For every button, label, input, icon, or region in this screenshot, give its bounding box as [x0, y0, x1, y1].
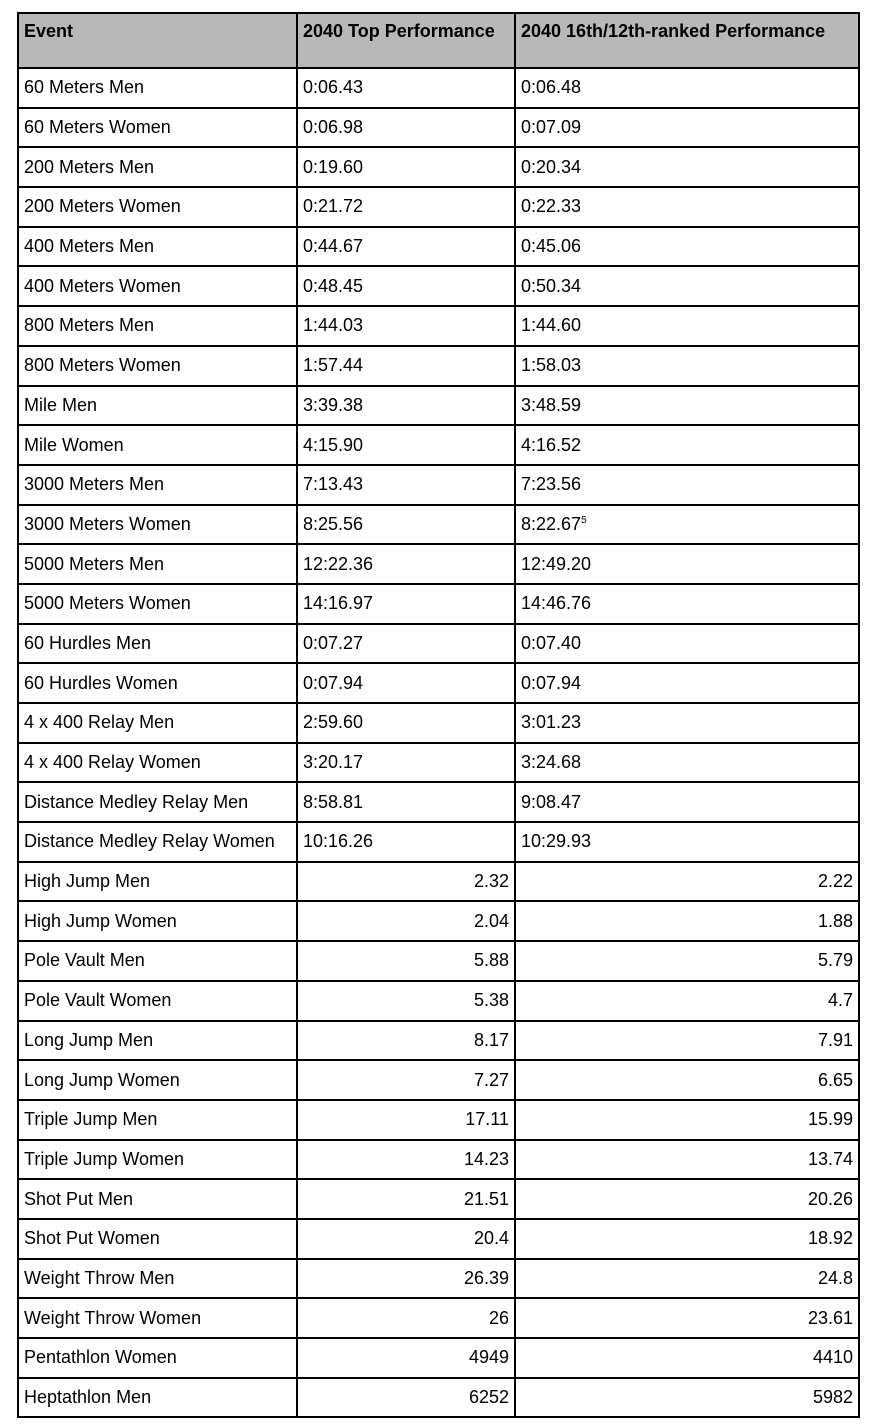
cell-ranked-performance: 1.88 — [515, 901, 859, 941]
cell-event: Pole Vault Women — [18, 981, 297, 1021]
cell-event: Distance Medley Relay Men — [18, 782, 297, 822]
cell-top-performance: 0:07.94 — [297, 663, 515, 703]
cell-event: Heptathlon Men — [18, 1378, 297, 1418]
cell-event: High Jump Men — [18, 862, 297, 902]
cell-ranked-performance: 13.74 — [515, 1140, 859, 1180]
cell-ranked-performance: 5.79 — [515, 941, 859, 981]
cell-top-performance: 8:58.81 — [297, 782, 515, 822]
table-row — [18, 743, 859, 783]
cell-event: 5000 Meters Women — [18, 584, 297, 624]
cell-event: 200 Meters Women — [18, 187, 297, 227]
cell-top-performance: 20.4 — [297, 1219, 515, 1259]
cell-event: High Jump Women — [18, 901, 297, 941]
table-row — [18, 1021, 859, 1061]
cell-ranked-performance — [515, 505, 859, 545]
table-row — [18, 663, 859, 703]
cell-top-performance: 0:07.27 — [297, 624, 515, 664]
cell-ranked-performance: 4410 — [515, 1338, 859, 1378]
cell-top-performance: 3:39.38 — [297, 386, 515, 426]
cell-event: Triple Jump Men — [18, 1100, 297, 1140]
table-row — [18, 1378, 859, 1418]
cell-top-performance: 4949 — [297, 1338, 515, 1378]
cell-ranked-performance: 0:06.48 — [515, 68, 859, 108]
cell-top-performance: 0:44.67 — [297, 227, 515, 267]
cell-ranked-performance: 3:24.68 — [515, 743, 859, 783]
cell-ranked-value: 8:22.67 — [521, 513, 582, 534]
cell-event: Pentathlon Women — [18, 1338, 297, 1378]
cell-event: Long Jump Women — [18, 1060, 297, 1100]
table-row — [18, 1100, 859, 1140]
table-row — [18, 1259, 859, 1299]
table-row — [18, 1140, 859, 1180]
cell-top-performance: 10:16.26 — [297, 822, 515, 862]
cell-ranked-performance: 9:08.47 — [515, 782, 859, 822]
table-row — [18, 306, 859, 346]
header-top-performance: 2040 Top Performance — [297, 13, 515, 68]
table-row — [18, 505, 859, 545]
cell-top-performance: 14:16.97 — [297, 584, 515, 624]
table-row — [18, 782, 859, 822]
cell-event: 5000 Meters Men — [18, 544, 297, 584]
cell-top-performance: 26 — [297, 1298, 515, 1338]
table-body — [18, 68, 859, 1417]
table-row — [18, 68, 859, 108]
performance-table — [17, 12, 860, 1418]
table-row — [18, 1179, 859, 1219]
cell-event: Mile Women — [18, 425, 297, 465]
table-row — [18, 941, 859, 981]
cell-ranked-performance: 0:20.34 — [515, 147, 859, 187]
table-row — [18, 266, 859, 306]
cell-event: Weight Throw Men — [18, 1259, 297, 1299]
cell-ranked-performance: 6.65 — [515, 1060, 859, 1100]
cell-event: Distance Medley Relay Women — [18, 822, 297, 862]
cell-ranked-performance: 1:44.60 — [515, 306, 859, 346]
cell-ranked-performance: 2.22 — [515, 862, 859, 902]
cell-top-performance: 2.32 — [297, 862, 515, 902]
cell-top-performance: 0:19.60 — [297, 147, 515, 187]
table-row — [18, 822, 859, 862]
cell-top-performance: 3:20.17 — [297, 743, 515, 783]
cell-top-performance: 14.23 — [297, 1140, 515, 1180]
cell-ranked-performance: 0:50.34 — [515, 266, 859, 306]
cell-top-performance: 1:57.44 — [297, 346, 515, 386]
cell-event: Triple Jump Women — [18, 1140, 297, 1180]
cell-ranked-performance: 15.99 — [515, 1100, 859, 1140]
cell-event: Shot Put Women — [18, 1219, 297, 1259]
cell-top-performance: 0:21.72 — [297, 187, 515, 227]
cell-event: 60 Hurdles Men — [18, 624, 297, 664]
table-row — [18, 624, 859, 664]
cell-event: 400 Meters Women — [18, 266, 297, 306]
cell-top-performance: 17.11 — [297, 1100, 515, 1140]
footnote-marker: 5 — [581, 514, 587, 526]
table-row — [18, 544, 859, 584]
table-row — [18, 1060, 859, 1100]
table-header — [18, 13, 859, 68]
cell-top-performance: 4:15.90 — [297, 425, 515, 465]
table-row — [18, 425, 859, 465]
cell-ranked-performance: 3:01.23 — [515, 703, 859, 743]
cell-event: Pole Vault Men — [18, 941, 297, 981]
header-ranked-performance: 2040 16th/12th-ranked Performance — [515, 13, 859, 68]
cell-top-performance: 1:44.03 — [297, 306, 515, 346]
cell-event: 60 Hurdles Women — [18, 663, 297, 703]
cell-event: Mile Men — [18, 386, 297, 426]
table-row — [18, 227, 859, 267]
cell-ranked-performance: 0:07.94 — [515, 663, 859, 703]
cell-ranked-performance: 0:45.06 — [515, 227, 859, 267]
cell-ranked-performance: 3:48.59 — [515, 386, 859, 426]
cell-top-performance: 8.17 — [297, 1021, 515, 1061]
cell-top-performance: 0:06.98 — [297, 108, 515, 148]
table-row — [18, 862, 859, 902]
cell-event: 4 x 400 Relay Women — [18, 743, 297, 783]
cell-ranked-performance: 7.91 — [515, 1021, 859, 1061]
cell-ranked-performance: 7:23.56 — [515, 465, 859, 505]
cell-event: Shot Put Men — [18, 1179, 297, 1219]
cell-ranked-performance: 24.8 — [515, 1259, 859, 1299]
table-row — [18, 465, 859, 505]
cell-ranked-performance: 0:07.40 — [515, 624, 859, 664]
cell-event: 200 Meters Men — [18, 147, 297, 187]
cell-ranked-performance: 4.7 — [515, 981, 859, 1021]
cell-top-performance: 7:13.43 — [297, 465, 515, 505]
cell-top-performance: 6252 — [297, 1378, 515, 1418]
cell-top-performance: 8:25.56 — [297, 505, 515, 545]
cell-ranked-performance: 4:16.52 — [515, 425, 859, 465]
cell-ranked-performance: 1:58.03 — [515, 346, 859, 386]
cell-ranked-performance: 0:22.33 — [515, 187, 859, 227]
cell-event: 800 Meters Women — [18, 346, 297, 386]
cell-top-performance: 0:06.43 — [297, 68, 515, 108]
cell-top-performance: 0:48.45 — [297, 266, 515, 306]
table-row — [18, 1219, 859, 1259]
header-row — [18, 13, 859, 68]
cell-ranked-performance: 18.92 — [515, 1219, 859, 1259]
table-row — [18, 1298, 859, 1338]
table-row — [18, 147, 859, 187]
cell-top-performance: 12:22.36 — [297, 544, 515, 584]
table-row — [18, 981, 859, 1021]
cell-event: 3000 Meters Men — [18, 465, 297, 505]
cell-event: 800 Meters Men — [18, 306, 297, 346]
cell-top-performance: 2.04 — [297, 901, 515, 941]
cell-ranked-performance: 10:29.93 — [515, 822, 859, 862]
table-row — [18, 187, 859, 227]
table-row — [18, 901, 859, 941]
cell-event: Long Jump Men — [18, 1021, 297, 1061]
cell-event: 400 Meters Men — [18, 227, 297, 267]
cell-top-performance: 5.88 — [297, 941, 515, 981]
table-row — [18, 108, 859, 148]
cell-event: 60 Meters Women — [18, 108, 297, 148]
cell-event: Weight Throw Women — [18, 1298, 297, 1338]
cell-ranked-performance: 20.26 — [515, 1179, 859, 1219]
table-row — [18, 703, 859, 743]
table-row — [18, 1338, 859, 1378]
cell-top-performance: 21.51 — [297, 1179, 515, 1219]
cell-ranked-performance: 5982 — [515, 1378, 859, 1418]
cell-ranked-performance: 14:46.76 — [515, 584, 859, 624]
cell-ranked-performance: 12:49.20 — [515, 544, 859, 584]
cell-event: 3000 Meters Women — [18, 505, 297, 545]
cell-top-performance: 5.38 — [297, 981, 515, 1021]
cell-event: 4 x 400 Relay Men — [18, 703, 297, 743]
cell-top-performance: 7.27 — [297, 1060, 515, 1100]
performance-table-container — [17, 12, 860, 1418]
header-event: Event — [18, 13, 297, 68]
cell-event: 60 Meters Men — [18, 68, 297, 108]
cell-top-performance: 2:59.60 — [297, 703, 515, 743]
cell-ranked-performance: 23.61 — [515, 1298, 859, 1338]
table-row — [18, 584, 859, 624]
cell-top-performance: 26.39 — [297, 1259, 515, 1299]
table-row — [18, 346, 859, 386]
cell-ranked-performance: 0:07.09 — [515, 108, 859, 148]
table-row — [18, 386, 859, 426]
